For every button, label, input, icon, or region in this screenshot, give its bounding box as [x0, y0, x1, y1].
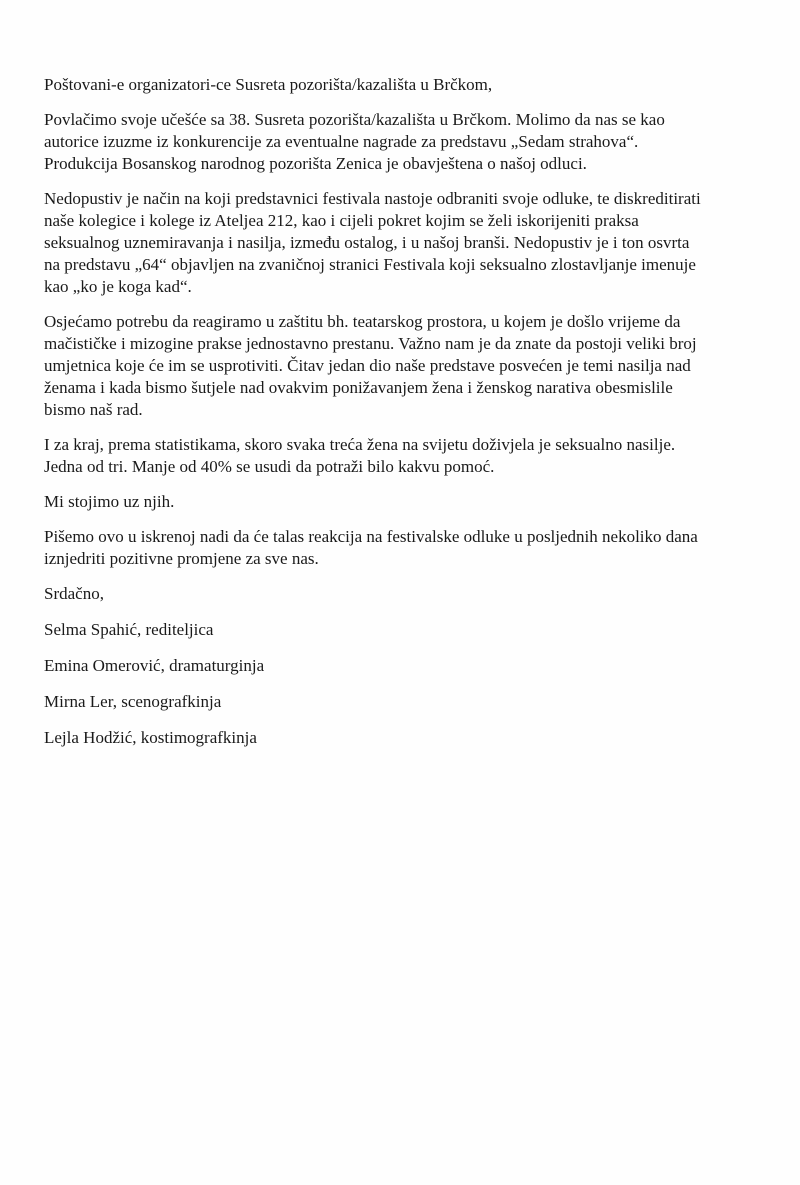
text-line: Nedopustiv je način na koji predstavnici festivala nastoje odbraniti svoje odluke, te diskreditirati [44, 189, 701, 208]
paragraph-unacceptable [44, 188, 784, 298]
paragraph-hope [44, 526, 784, 570]
text-line: Povlačimo svoje učešće sa 38. Susreta pozorišta/kazališta u Brčkom. Molimo da nas se kao [44, 110, 665, 129]
signature-block [44, 583, 784, 749]
signatory: Emina Omerović, dramaturginja [44, 656, 265, 675]
paragraph-reaction [44, 311, 784, 421]
text-line: seksualnog uznemiravanja i nasilja, između ostalog, i u našoj branši. Nedopustiv je i ton osvrta [44, 233, 690, 252]
text-line: umjetnica koje će im se usprotiviti. Čitav jedan dio naše predstave posvećen je temi nasilja nad [44, 356, 691, 375]
text-line: mačističke i mizogine prakse jednostavno prestanu. Važno nam je da znate da postoji veliki broj [44, 334, 697, 353]
text-line: na predstavu „64“ objavljen na zvaničnoj stranici Festivala koji seksualno zlostavljanje imenuje [44, 255, 696, 274]
closing: Srdačno, [44, 584, 104, 603]
text-line: naše kolegice i kolege iz Ateljea 212, kao i cijeli pokret kojim se želi iskorijeniti praksa [44, 211, 639, 230]
signatory: Selma Spahić, rediteljica [44, 620, 214, 639]
letter-body [44, 74, 784, 763]
paragraph-statistics [44, 434, 784, 478]
text-line: autorice izuzme iz konkurencije za eventualne nagrade za predstavu „Sedam strahova“. [44, 132, 639, 151]
text-line: I za kraj, prema statistikama, skoro svaka treća žena na svijetu doživjela je seksualno nasilje. [44, 435, 676, 454]
text-line: Pišemo ovo u iskrenoj nadi da će talas reakcija na festivalske odluke u posljednih nekoliko dana [44, 527, 698, 546]
text-line: kao „ko je koga kad“. [44, 277, 192, 296]
text-line: Jedna od tri. Manje od 40% se usudi da potraži bilo kakvu pomoć. [44, 457, 495, 476]
text-line: Produkcija Bosanskog narodnog pozorišta Zenica je obavještena o našoj odluci. [44, 154, 587, 173]
paragraph-withdrawal [44, 109, 784, 175]
text-line: Mi stojimo uz njih. [44, 492, 175, 511]
salutation: Poštovani-e organizatori-ce Susreta pozorišta/kazališta u Brčkom, [44, 75, 493, 94]
text-line: bismo naš rad. [44, 400, 143, 419]
signatory: Mirna Ler, scenografkinja [44, 692, 222, 711]
text-line: ženama i kada bismo šutjele nad ovakvim ponižavanjem žena i ženskog narativa obesmislile [44, 378, 673, 397]
text-line: iznjedriti pozitivne promjene za sve nas. [44, 549, 319, 568]
signatory: Lejla Hodžić, kostimografkinja [44, 728, 257, 747]
paragraph-solidarity [44, 491, 784, 513]
text-line: Osjećamo potrebu da reagiramo u zaštitu bh. teatarskog prostora, u kojem je došlo vrijeme da [44, 312, 681, 331]
